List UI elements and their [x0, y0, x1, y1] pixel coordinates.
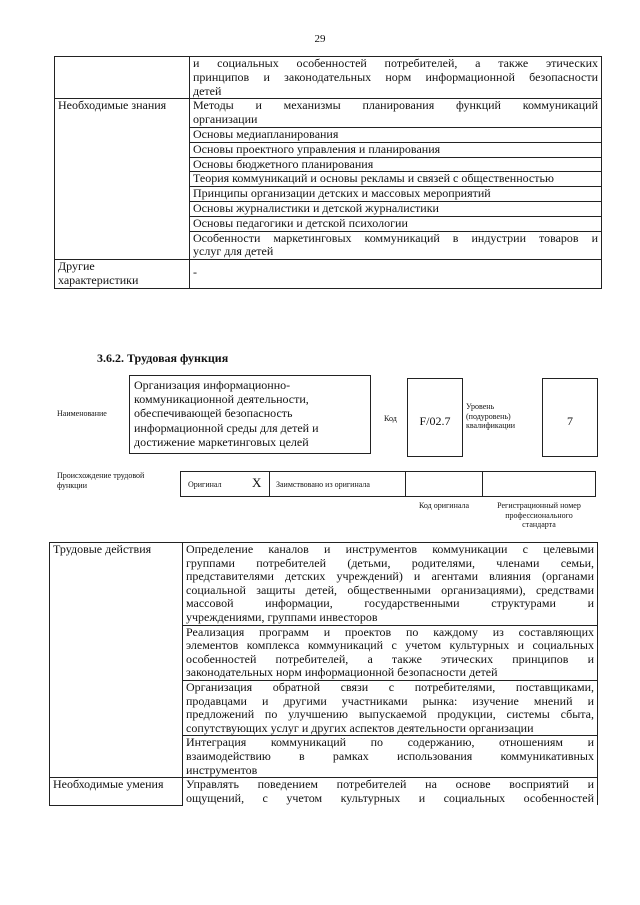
text-line: сопутствующих услуг и других аспектов деятельности организации — [186, 720, 534, 735]
action-item — [183, 625, 598, 680]
text-line: Другие — [58, 259, 95, 274]
text-line: квалификации — [466, 421, 516, 430]
borrowed-cell — [269, 471, 406, 497]
text-line: информационной среды для детей и — [134, 420, 319, 435]
knowledge-label: Необходимые знания — [55, 99, 190, 260]
text-line: Уровень — [466, 402, 495, 411]
original-mark: X — [252, 475, 262, 490]
table-row — [55, 260, 602, 289]
text-line: особенностей потребителей, а также этических принципов и — [186, 651, 594, 666]
text-line: услуг для детей — [193, 244, 274, 259]
text-line: элементов комплекса коммуникаций с учетом культурных и социальных — [186, 638, 594, 653]
text-line: законодательных норм информационной безопасности детей — [186, 665, 498, 680]
text-line: стандарта — [522, 520, 556, 529]
code-original-cell — [405, 471, 483, 497]
reg-number-caption — [482, 501, 596, 530]
text-line: Организация информационно- — [134, 378, 291, 392]
table-row — [50, 543, 598, 626]
action-item — [183, 543, 598, 626]
text-line: Определение каналов и инструментов коммуникации с целевыми — [186, 542, 594, 556]
origin-label — [57, 471, 144, 490]
table-row — [55, 99, 602, 128]
name-label: Наименование — [57, 409, 107, 418]
text-line: детей — [193, 83, 222, 98]
text-line: Реализация программ и проектов по каждому из составляющих — [186, 624, 594, 639]
knowledge-item: Основы проектного управления и планирования — [190, 142, 602, 157]
knowledge-item — [190, 231, 602, 260]
skills-label: Необходимые умения — [50, 778, 183, 806]
text-line: массовой информации, государственными структурами и — [186, 596, 594, 611]
level-value: 7 — [542, 378, 598, 457]
knowledge-item: Теория коммуникаций и основы рекламы и связей с общественностью — [190, 172, 602, 187]
borrowed-label: Заимствовано из оригинала — [276, 480, 370, 489]
original-label: Оригинал — [188, 480, 222, 489]
text-line: продавцами и другими участниками рынка: изучение мнений и — [186, 693, 594, 708]
text-line: Методы и механизмы планирования функций коммуникаций — [193, 98, 598, 113]
function-name-box — [129, 375, 371, 454]
text-line: группами потребителей (детьми, родителями, членами семьи, — [186, 555, 594, 570]
knowledge-item: Основы педагогики и детской психологии — [190, 216, 602, 231]
table-row — [55, 57, 602, 99]
actions-table — [49, 542, 598, 806]
knowledge-item: Основы медиапланирования — [190, 127, 602, 142]
text-line: профессионального — [505, 510, 573, 520]
code-original-caption: Код оригинала — [418, 501, 470, 510]
text-line: социальной защиты детей, общественными организациями), средствами — [186, 582, 594, 597]
text-line: Организация обратной связи с потребителями, поставщиками, — [186, 679, 594, 694]
reg-number-cell — [482, 471, 596, 497]
knowledge-table — [54, 56, 602, 289]
text-line: Управлять поведением потребителей на основе восприятий и — [186, 777, 594, 792]
code-value: F/02.7 — [407, 378, 463, 457]
text-line: ощущений, с учетом культурных и социальных особенностей — [186, 790, 594, 805]
knowledge-item: Основы журналистики и детской журналистики — [190, 201, 602, 216]
text-line: взаимодействию в рамках использования коммуникативных — [186, 748, 594, 763]
text-line: инструментов — [186, 762, 258, 777]
knowledge-item — [190, 99, 602, 128]
text-line: коммуникационной деятельности, — [134, 392, 309, 407]
text-line: функции — [57, 480, 87, 490]
text-line: учреждениями, группами инвесторов — [186, 609, 378, 624]
code-label: Код — [384, 414, 397, 423]
section-title: 3.6.2. Трудовая функция — [97, 351, 229, 365]
action-item — [183, 736, 598, 778]
original-cell — [180, 471, 270, 497]
text-line: характеристики — [58, 272, 139, 287]
knowledge-item: Основы бюджетного планирования — [190, 157, 602, 172]
text-line: организации — [193, 112, 258, 127]
level-label — [466, 402, 515, 431]
other-value: - — [190, 260, 602, 289]
continuation-cell — [190, 57, 602, 99]
other-label — [55, 260, 190, 289]
text-line: Особенности маркетинговых коммуникаций в индустрии товаров и — [193, 230, 598, 245]
text-line: достижение маркетинговых целей — [134, 434, 309, 449]
text-line: обеспечивающей безопасность — [134, 406, 293, 421]
text-line: Регистрационный номер — [497, 501, 581, 510]
text-line: Интеграция коммуникаций по содержанию, отношениям и — [186, 735, 594, 750]
page-number: 29 — [314, 33, 326, 45]
text-line: и социальных особенностей потребителей, а также этических — [193, 56, 598, 70]
text-line: предложений по улучшению выпускаемой продукции, системы сбыта, — [186, 707, 594, 722]
actions-label: Трудовые действия — [50, 543, 183, 778]
text-line: (подуровень) — [466, 411, 511, 421]
text-line: Происхождение трудовой — [57, 471, 145, 480]
skill-item — [183, 778, 598, 806]
text-line: представителями детских учреждений) и агентами влияния (органами — [186, 569, 594, 584]
text-line: принципов и законодательных норм информационной безопасности — [193, 69, 598, 84]
action-item — [183, 680, 598, 735]
knowledge-item: Принципы организации детских и массовых мероприятий — [190, 187, 602, 202]
table-row — [50, 778, 598, 806]
